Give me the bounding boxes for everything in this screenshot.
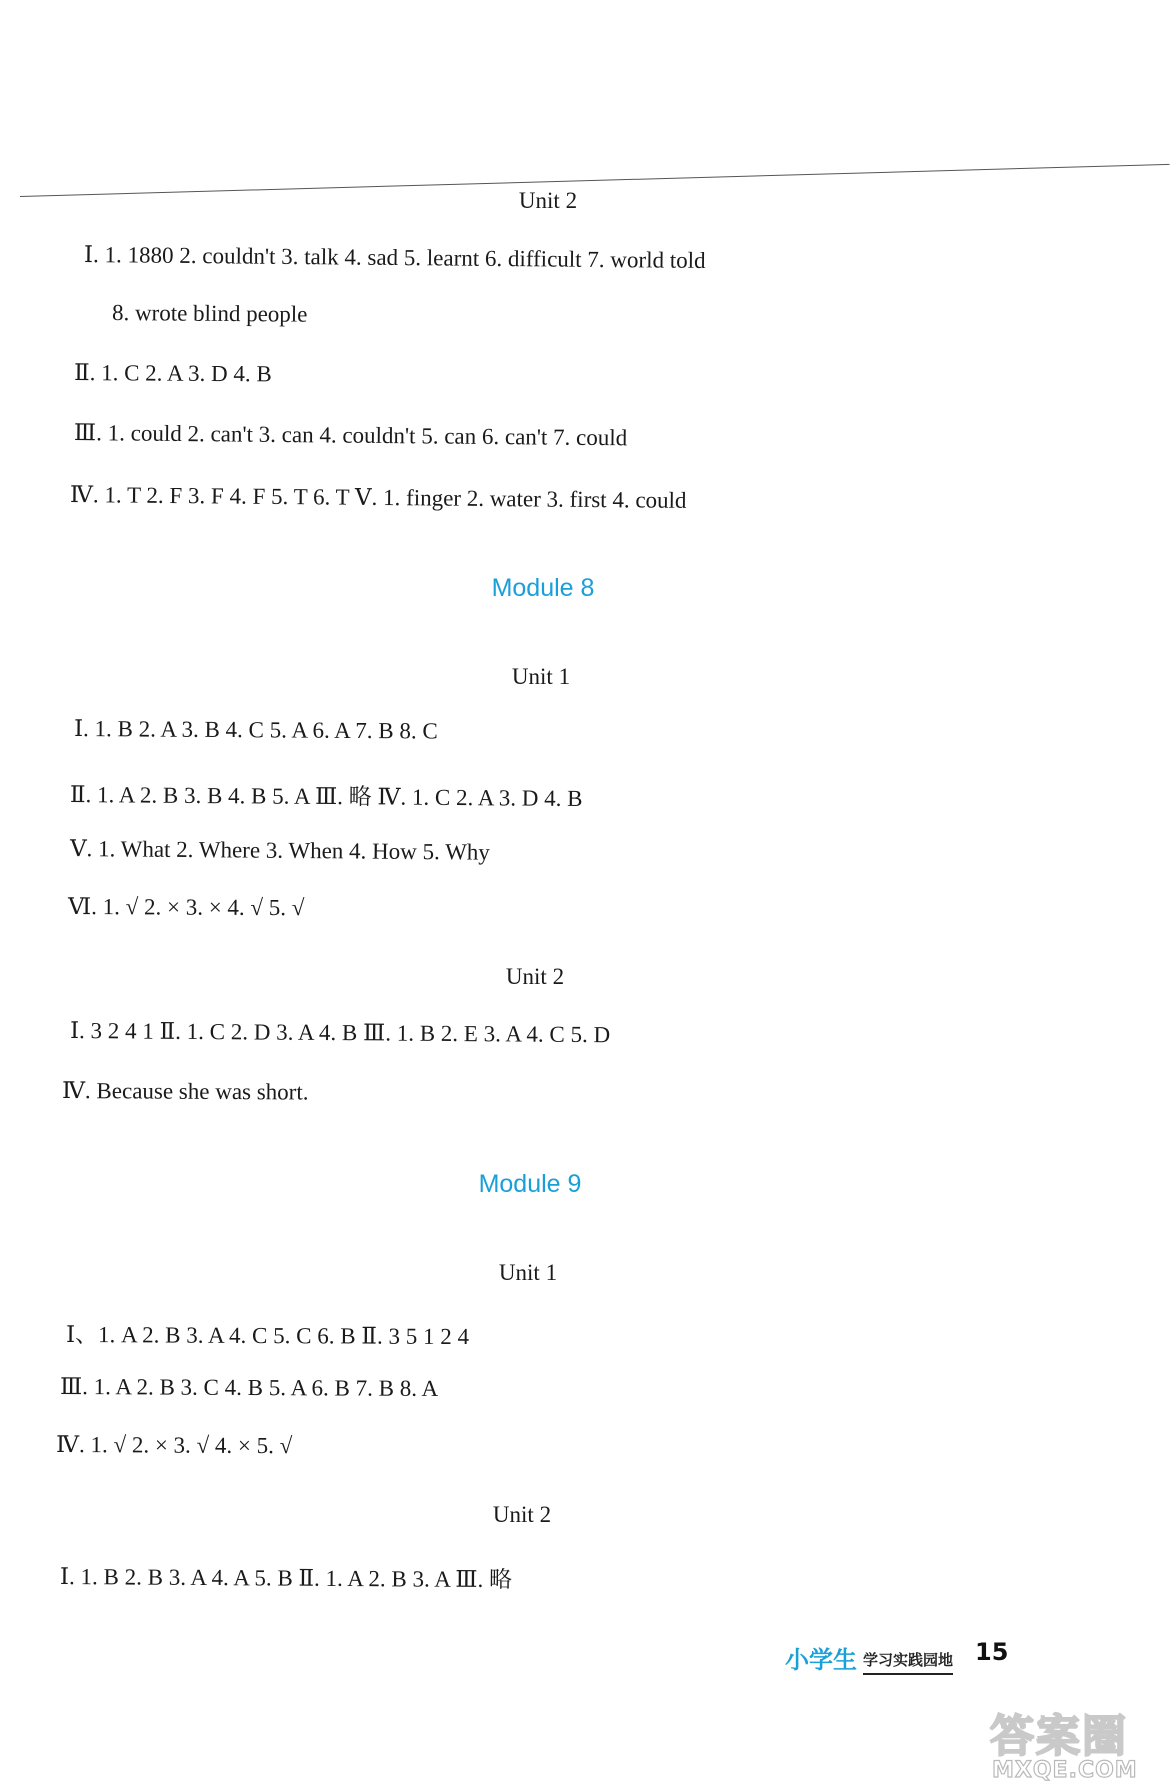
answer-line: Ⅱ. 1. C 2. A 3. D 4. B xyxy=(73,360,272,387)
answer-line: 8. wrote blind people xyxy=(111,300,308,327)
answer-line: Ⅴ. 1. What 2. Where 3. When 4. How 5. Why xyxy=(69,836,490,865)
answer-line: Ⅲ. 1. A 2. B 3. C 4. B 5. A 6. B 7. B 8. A xyxy=(59,1374,439,1401)
answer-line: Ⅳ. 1. √ 2. × 3. √ 4. × 5. √ xyxy=(55,1432,293,1459)
answer-line: Ⅱ. 1. A 2. B 3. B 4. B 5. A Ⅲ. 略 Ⅳ. 1. C 2. A 3. D 4. B xyxy=(69,782,583,812)
unit-heading-m7u2: Unit 2 xyxy=(518,188,578,213)
brand-main-text: 小学生 xyxy=(785,1646,857,1674)
footer-brand xyxy=(785,1640,953,1675)
watermark-bottom-text: MXQE.COM xyxy=(992,1758,1138,1783)
answer-line: Ⅰ. 1. 1880 2. couldn't 3. talk 4. sad 5. learnt 6. difficult 7. world told xyxy=(83,242,706,273)
answer-line: Ⅰ. 3 2 4 1 Ⅱ. 1. C 2. D 3. A 4. B Ⅲ. 1. B 2. E 3. A 4. C 5. D xyxy=(69,1018,611,1048)
page-number: 15 xyxy=(975,1638,1009,1666)
answer-line: Ⅳ. 1. T 2. F 3. F 4. F 5. T 6. T Ⅴ. 1. finger 2. water 3. first 4. could xyxy=(69,482,687,513)
answer-line: Ⅲ. 1. could 2. can't 3. can 4. couldn't 5. can 6. can't 7. could xyxy=(73,420,628,451)
brand-sub-text: 学习实践园地 xyxy=(863,1649,953,1675)
unit-heading-m8u2: Unit 2 xyxy=(505,964,565,989)
unit-heading-m9u1: Unit 1 xyxy=(498,1260,558,1285)
answer-line: Ⅰ. 1. B 2. A 3. B 4. C 5. A 6. A 7. B 8. C xyxy=(73,716,438,744)
answer-line: Ⅰ、1. A 2. B 3. A 4. C 5. C 6. B Ⅱ. 3 5 1 2 4 xyxy=(65,1322,470,1350)
answer-line: Ⅵ. 1. √ 2. × 3. × 4. √ 5. √ xyxy=(67,894,305,921)
answer-line: Ⅳ. Because she was short. xyxy=(61,1078,309,1105)
top-divider-line xyxy=(20,164,1170,197)
watermark-logo xyxy=(990,1700,1165,1788)
unit-heading-m9u2: Unit 2 xyxy=(492,1502,552,1527)
unit-heading-m8u1: Unit 1 xyxy=(511,664,571,689)
answer-line: Ⅰ. 1. B 2. B 3. A 4. A 5. B Ⅱ. 1. A 2. B 3. A Ⅲ. 略 xyxy=(59,1564,513,1593)
module-heading-8: Module 8 xyxy=(491,574,595,602)
module-heading-9: Module 9 xyxy=(478,1170,582,1198)
watermark-top-text: 答案圈 xyxy=(990,1711,1128,1762)
